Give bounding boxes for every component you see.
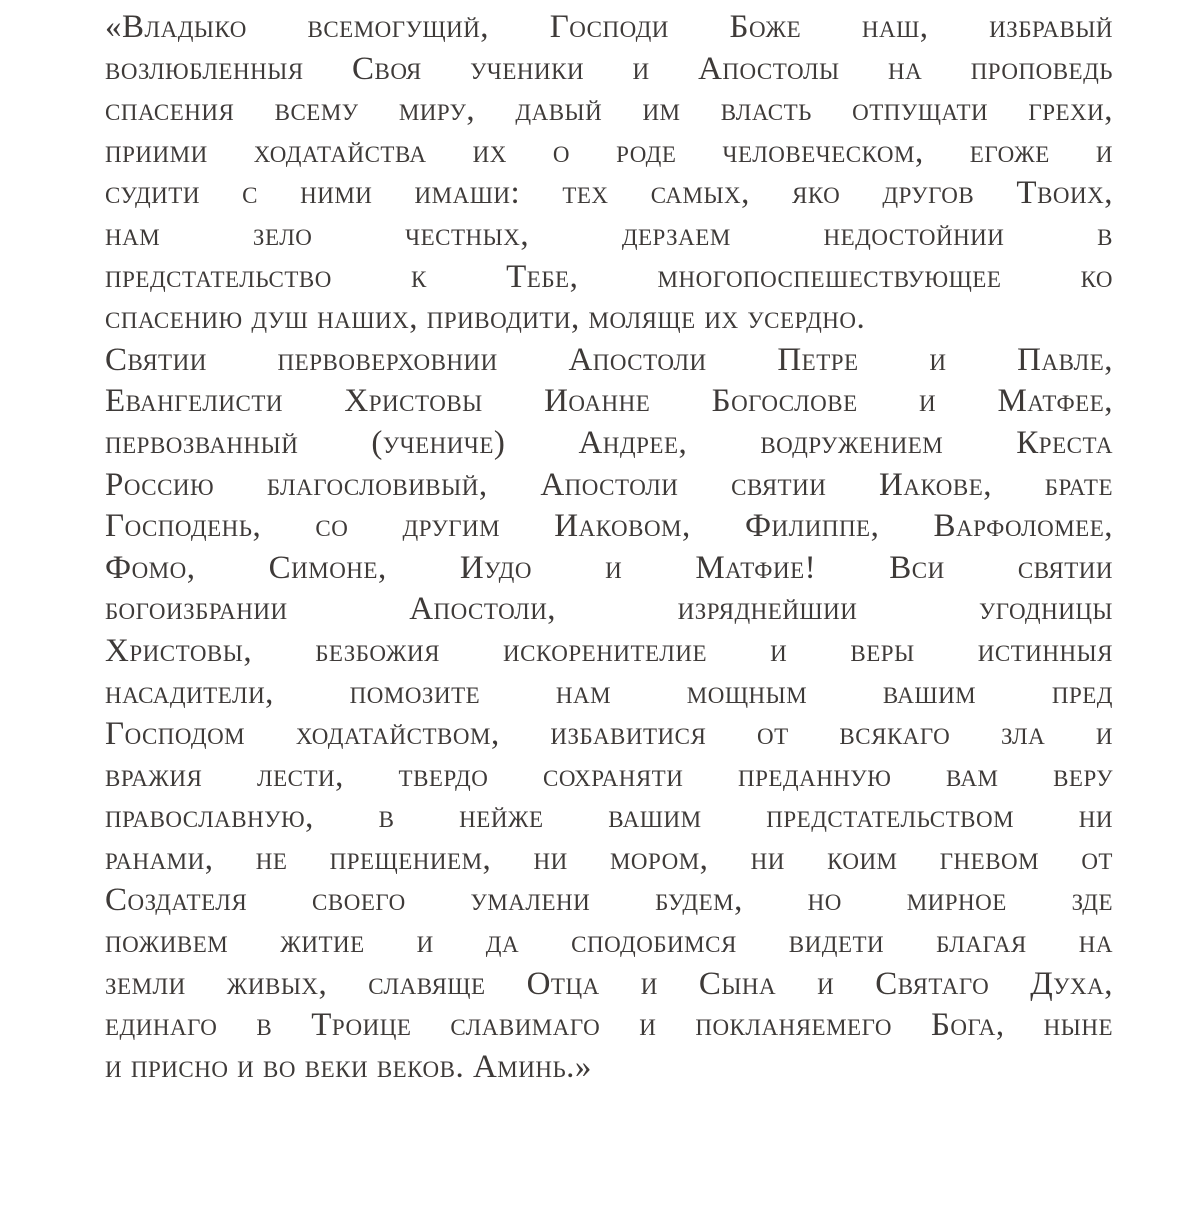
prayer-line: Христовы, безбожия искоренителие и веры истинныя: [105, 632, 1113, 669]
prayer-line: поживем житие и да сподобимся видети благая на: [105, 924, 1113, 961]
prayer-line: нам зело честных, дерзаем недостойнии в: [105, 216, 1113, 253]
prayer-line: Евангелисти Христовы Иоанне Богослове и Матфее,: [105, 383, 1113, 420]
prayer-line: судити с ними имаши: тех самых, яко другов Твоих,: [105, 175, 1113, 212]
prayer-line: Господень, со другим Иаковом, Филиппе, Варфоломее,: [105, 508, 1113, 545]
prayer-line: Фомо, Симоне, Иудо и Матфие! Вси святии: [105, 549, 1113, 586]
prayer-line: первозванный (учениче) Андрее, водружением Креста: [105, 424, 1113, 461]
prayer-line: земли живых, славяще Отца и Сына и Святаго Духа,: [105, 965, 1113, 1002]
prayer-line: единаго в Троице славимаго и покланяемего Бога, ныне: [105, 1007, 1113, 1044]
prayer-line: православную, в нейже вашим предстательством ни: [105, 799, 1113, 836]
prayer-line: спасения всему миру, давый им власть отпущати грехи,: [105, 92, 1113, 129]
prayer-line: насадители, помозите нам мощным вашим пред: [105, 674, 1113, 711]
prayer-line: предстательство к Тебе, многопоспешествующее ко: [105, 258, 1113, 295]
prayer-line: приими ходатайства их о роде человеческом, егоже и: [105, 133, 1113, 170]
prayer-line: и присно и во веки веков. Аминь.»: [105, 1048, 592, 1085]
prayer-line: Создателя своего умалени будем, но мирное зде: [105, 882, 1113, 919]
prayer-line: «Владыко всемогущий, Господи Боже наш, избравый: [105, 9, 1113, 45]
prayer-line: спасению душ наших, приводити, моляще их усердно.: [105, 300, 866, 337]
prayer-line: возлюбленныя Своя ученики и Апостолы на проповедь: [105, 50, 1113, 87]
prayer-line: Господом ходатайством, избавитися от всякаго зла и: [105, 716, 1113, 753]
prayer-text: [105, 7, 1113, 1088]
prayer-line: вражия лести, твердо сохраняти преданную вам веру: [105, 757, 1113, 794]
prayer-line: Святии первоверховнии Апостоли Петре и Павле,: [105, 341, 1113, 378]
prayer-line: ранами, не прещением, ни мором, ни коим гневом от: [105, 840, 1113, 877]
prayer-line: богоизбрании Апостоли, изряднейшии угодницы: [105, 591, 1113, 628]
prayer-line: Россию благословивый, Апостоли святии Иакове, брате: [105, 466, 1113, 503]
